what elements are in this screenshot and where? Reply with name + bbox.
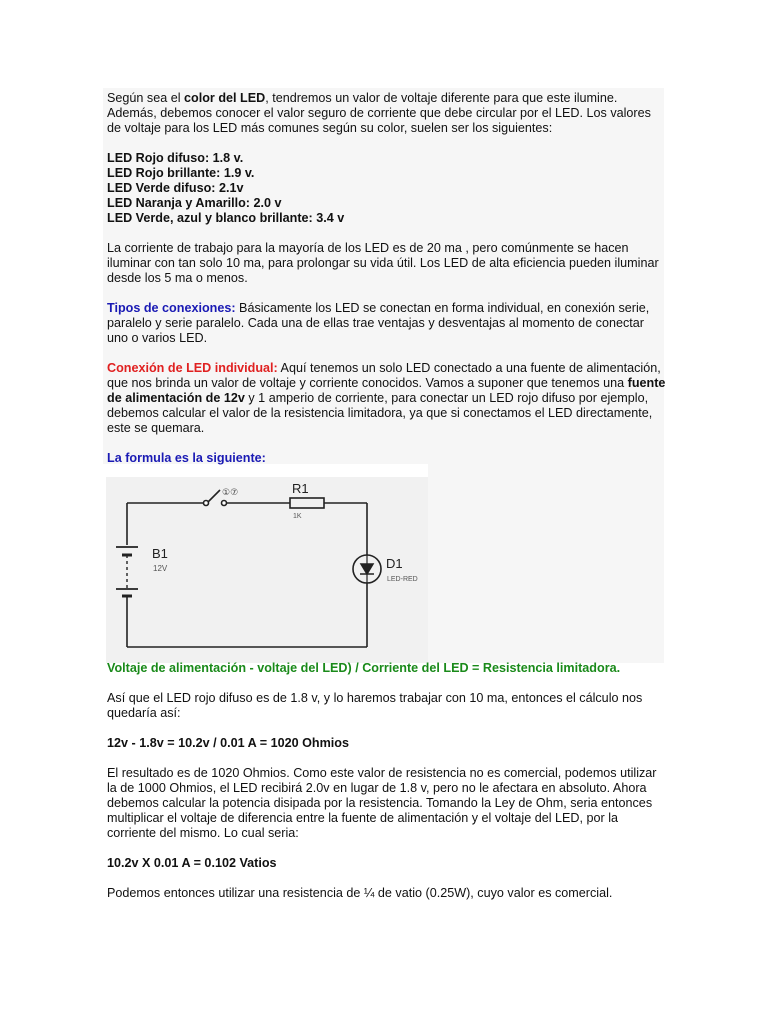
battery-label: B1 <box>152 546 168 561</box>
intro-paragraph <box>107 91 667 136</box>
tipos-text: Básicamente los LED se conectan en forma individual, en conexión serie, paralelo y serie paralelo. Cada una de ellas trae ventajas y desventajas al momento de conectar uno o varios LED. <box>107 301 650 345</box>
formula-text: Voltaje de alimentación - voltaje del LED) / Corriente del LED = Resistencia limitadora. <box>107 661 621 675</box>
individual-text-1: Aquí tenemos un solo LED conectado a una fuente de alimentación, que nos brinda un valor de voltaje y corriente conocidos. Vamos a suponer que tenemos una <box>107 361 661 390</box>
individual-bold-fuente: fuente de alimentación de 12v <box>107 376 666 405</box>
led-voltage-item: LED Rojo difuso: 1.8 v. <box>107 151 244 165</box>
article-body <box>107 91 667 466</box>
calculation-resistance: 12v - 1.8v = 10.2v / 0.01 A = 1020 Ohmios <box>107 736 349 750</box>
ejemplo-paragraph: Así que el LED rojo difuso es de 1.8 v, y lo haremos trabajar con 10 ma, entonces el cálculo nos quedaría así: <box>107 691 643 720</box>
tipos-paragraph <box>107 301 667 346</box>
diode-value: LED-RED <box>387 576 418 583</box>
led-voltage-item: LED Rojo brillante: 1.9 v. <box>107 166 255 180</box>
resultado-paragraph: El resultado es de 1020 Ohmios. Como este valor de resistencia no es comercial, podemos utilizar la de 1000 Ohmios, el LED recibirá 2.0v en lugar de 1.8 v, pero no le afectara en absoluto. Ahora debemos calcular la potencia disipada por la resistencia. Tomando la Ley de Ohm, seria entonces multiplicar el voltaje de diferencia entre la fuente de alimentación y el voltaje del LED, por la corriente del mismo. Lo cual seria: <box>107 766 657 840</box>
final-paragraph: Podemos entonces utilizar una resistencia de ¼ de vatio (0.25W), cuyo valor es comercial. <box>107 886 613 900</box>
corriente-paragraph: La corriente de trabajo para la mayoría de los LED es de 20 ma , pero comúnmente se hacen iluminar con tan solo 10 ma, para prolongar su vida útil. Los LED de alta eficiencia pueden iluminar desde los 5 ma o menos. <box>107 241 659 285</box>
battery-value: 12V <box>153 564 168 573</box>
switch-contact-right <box>222 501 227 506</box>
led-voltage-item: LED Verde difuso: 2.1v <box>107 181 244 195</box>
led-voltage-list <box>107 151 667 226</box>
led-voltage-item: LED Verde, azul y blanco brillante: 3.4 v <box>107 211 345 225</box>
individual-heading: Conexión de LED individual: <box>107 361 278 375</box>
individual-text-2: y 1 amperio de corriente, para conectar un LED rojo difuso por ejemplo, debemos calcular el valor de la resistencia limitadora, ya que si conectamos el LED directamente, este se quemara. <box>107 391 653 435</box>
text-background-strip <box>428 464 664 663</box>
diode-label: D1 <box>386 556 403 571</box>
intro-bold-color-del-led: color del LED <box>184 91 266 105</box>
switch-label: ①⑦ <box>222 488 239 498</box>
intro-text-1: Según sea el <box>107 91 185 105</box>
resistor-body <box>290 498 324 508</box>
calculation-power: 10.2v X 0.01 A = 0.102 Vatios <box>107 856 277 870</box>
formula-heading: La formula es la siguiente: <box>107 451 266 465</box>
article-body-continued <box>107 661 667 901</box>
tipos-heading: Tipos de conexiones: <box>107 301 236 315</box>
resistor-label: R1 <box>292 481 309 496</box>
intro-text-2: , tendremos un valor de voltaje diferente para que este ilumine. Además, debemos conocer el valor seguro de corriente que debe circular por el LED. Los valores de voltaje para los LED más comunes según su color, suelen ser los siguientes: <box>107 91 651 135</box>
resistor-value: 1K <box>293 513 302 520</box>
circuit-diagram <box>106 477 428 663</box>
led-voltage-item: LED Naranja y Amarillo: 2.0 v <box>107 196 282 210</box>
switch-lever <box>208 490 220 502</box>
individual-paragraph <box>107 361 667 436</box>
